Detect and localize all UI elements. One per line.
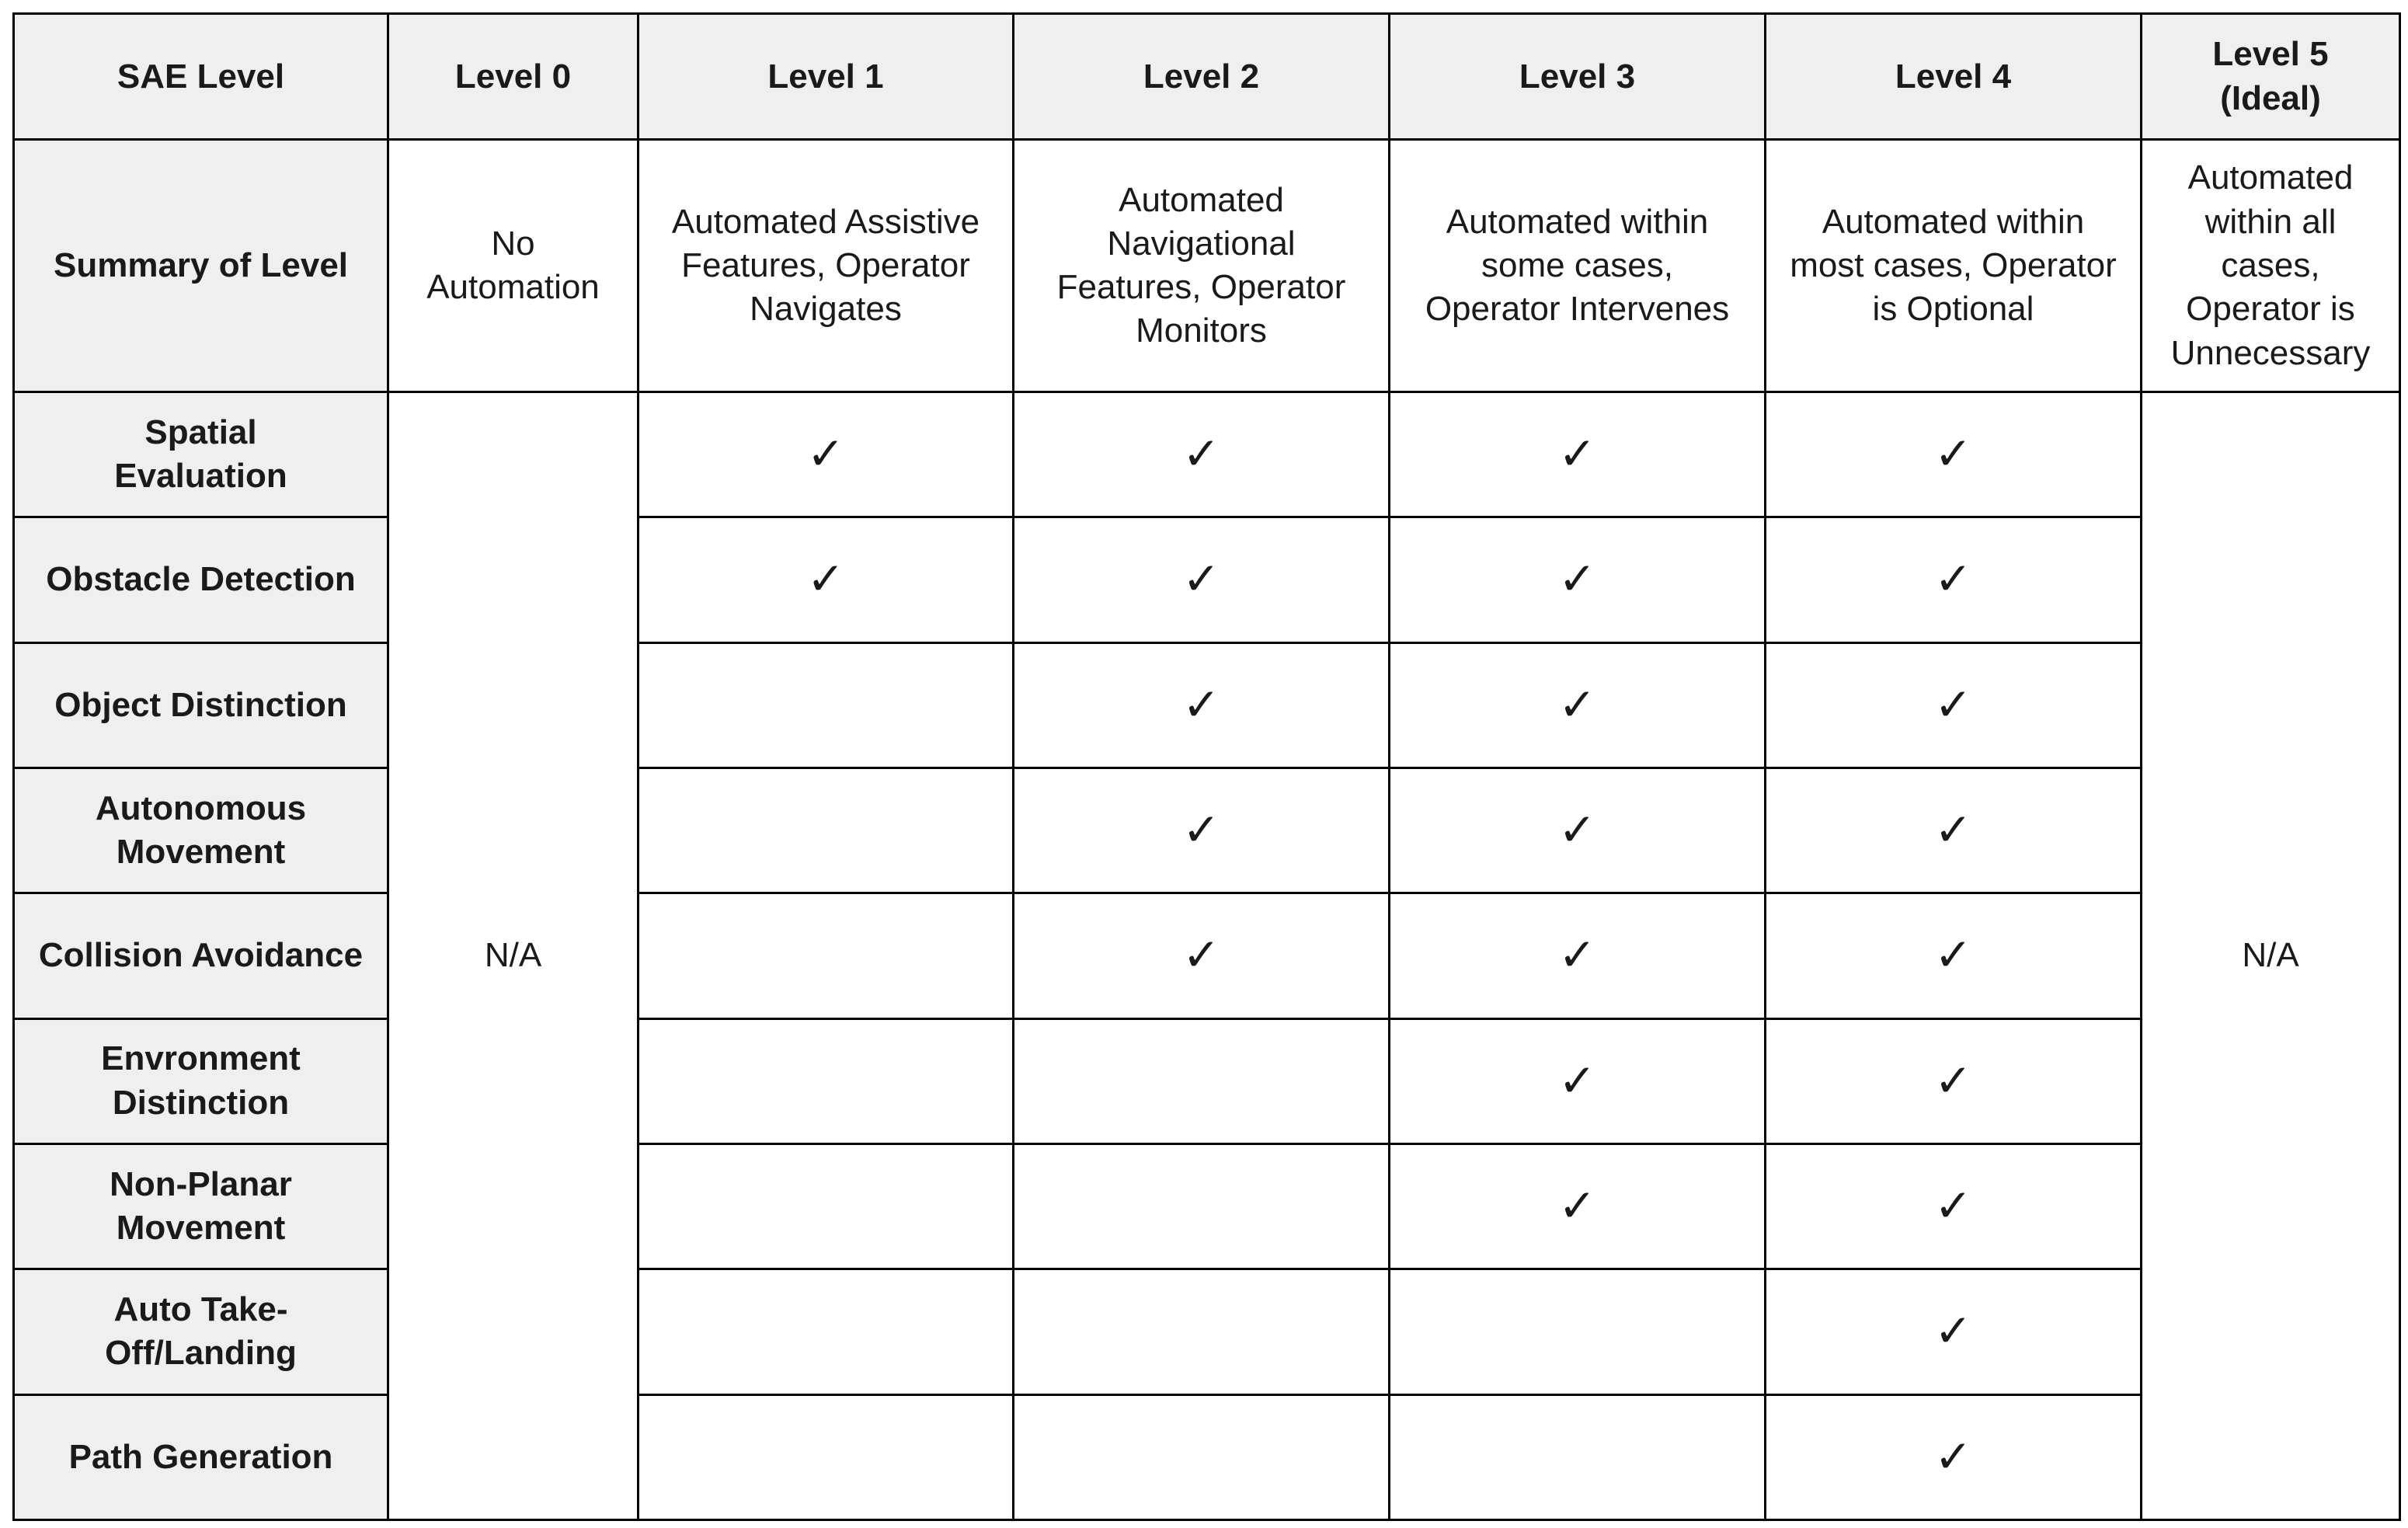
header-level-2: Level 2 — [1014, 14, 1390, 140]
feature-row — [14, 1269, 2400, 1394]
sae-levels-table — [12, 12, 2401, 1521]
empty-cell — [639, 642, 1014, 767]
empty-cell — [1390, 1394, 1766, 1519]
check-icon-cell: ✓ — [1390, 1018, 1766, 1143]
level-5-na-cell: N/A — [2142, 392, 2400, 1519]
header-level-1: Level 1 — [639, 14, 1014, 140]
feature-label: Envronment Distinction — [14, 1018, 388, 1143]
header-level-0: Level 0 — [388, 14, 639, 140]
empty-cell — [1014, 1394, 1390, 1519]
check-icon-cell: ✓ — [1390, 517, 1766, 642]
summary-label: Summary of Level — [14, 140, 388, 392]
feature-row — [14, 893, 2400, 1018]
empty-cell — [639, 1018, 1014, 1143]
empty-cell — [1014, 1269, 1390, 1394]
summary-level-4: Automated within most cases, Operator is Optional — [1766, 140, 2142, 392]
check-icon-cell: ✓ — [1014, 642, 1390, 767]
feature-row — [14, 1018, 2400, 1143]
feature-label: Object Distinction — [14, 642, 388, 767]
feature-row — [14, 392, 2400, 517]
check-icon-cell: ✓ — [1766, 767, 2142, 893]
feature-label: Obstacle Detection — [14, 517, 388, 642]
summary-level-3: Automated within some cases, Operator Intervenes — [1390, 140, 1766, 392]
header-sae-level: SAE Level — [14, 14, 388, 140]
check-icon-cell: ✓ — [1390, 767, 1766, 893]
check-icon-cell: ✓ — [1390, 1143, 1766, 1269]
header-level-5: Level 5 (Ideal) — [2142, 14, 2400, 140]
summary-level-2: Automated Navigational Features, Operator Monitors — [1014, 140, 1390, 392]
feature-label: Path Generation — [14, 1394, 388, 1519]
empty-cell — [1014, 1143, 1390, 1269]
feature-label: Non-Planar Movement — [14, 1143, 388, 1269]
check-icon-cell: ✓ — [1766, 1394, 2142, 1519]
feature-row — [14, 1394, 2400, 1519]
empty-cell — [639, 1394, 1014, 1519]
check-icon-cell: ✓ — [1014, 767, 1390, 893]
empty-cell — [639, 767, 1014, 893]
check-icon-cell: ✓ — [1766, 1269, 2142, 1394]
check-icon-cell: ✓ — [1014, 392, 1390, 517]
empty-cell — [639, 893, 1014, 1018]
summary-level-5: Automated within all cases, Operator is Unnecessary — [2142, 140, 2400, 392]
header-row — [14, 14, 2400, 140]
feature-label: Spatial Evaluation — [14, 392, 388, 517]
feature-label: Autonomous Movement — [14, 767, 388, 893]
check-icon-cell: ✓ — [639, 517, 1014, 642]
check-icon-cell: ✓ — [1390, 392, 1766, 517]
check-icon-cell: ✓ — [1390, 893, 1766, 1018]
level-0-na-cell: N/A — [388, 392, 639, 1519]
check-icon-cell: ✓ — [1014, 893, 1390, 1018]
summary-level-1: Automated Assistive Features, Operator Navigates — [639, 140, 1014, 392]
check-icon-cell: ✓ — [1766, 1143, 2142, 1269]
header-level-3: Level 3 — [1390, 14, 1766, 140]
feature-row — [14, 1143, 2400, 1269]
empty-cell — [1014, 1018, 1390, 1143]
feature-row — [14, 767, 2400, 893]
check-icon-cell: ✓ — [1766, 642, 2142, 767]
summary-level-0: No Automation — [388, 140, 639, 392]
feature-label: Collision Avoidance — [14, 893, 388, 1018]
feature-label: Auto Take- Off/Landing — [14, 1269, 388, 1394]
empty-cell — [639, 1143, 1014, 1269]
feature-row — [14, 642, 2400, 767]
check-icon-cell: ✓ — [1766, 517, 2142, 642]
check-icon-cell: ✓ — [1014, 517, 1390, 642]
feature-row — [14, 517, 2400, 642]
empty-cell — [639, 1269, 1014, 1394]
check-icon-cell: ✓ — [639, 392, 1014, 517]
check-icon-cell: ✓ — [1766, 893, 2142, 1018]
summary-row — [14, 140, 2400, 392]
check-icon-cell: ✓ — [1390, 642, 1766, 767]
empty-cell — [1390, 1269, 1766, 1394]
check-icon-cell: ✓ — [1766, 1018, 2142, 1143]
header-level-4: Level 4 — [1766, 14, 2142, 140]
check-icon-cell: ✓ — [1766, 392, 2142, 517]
